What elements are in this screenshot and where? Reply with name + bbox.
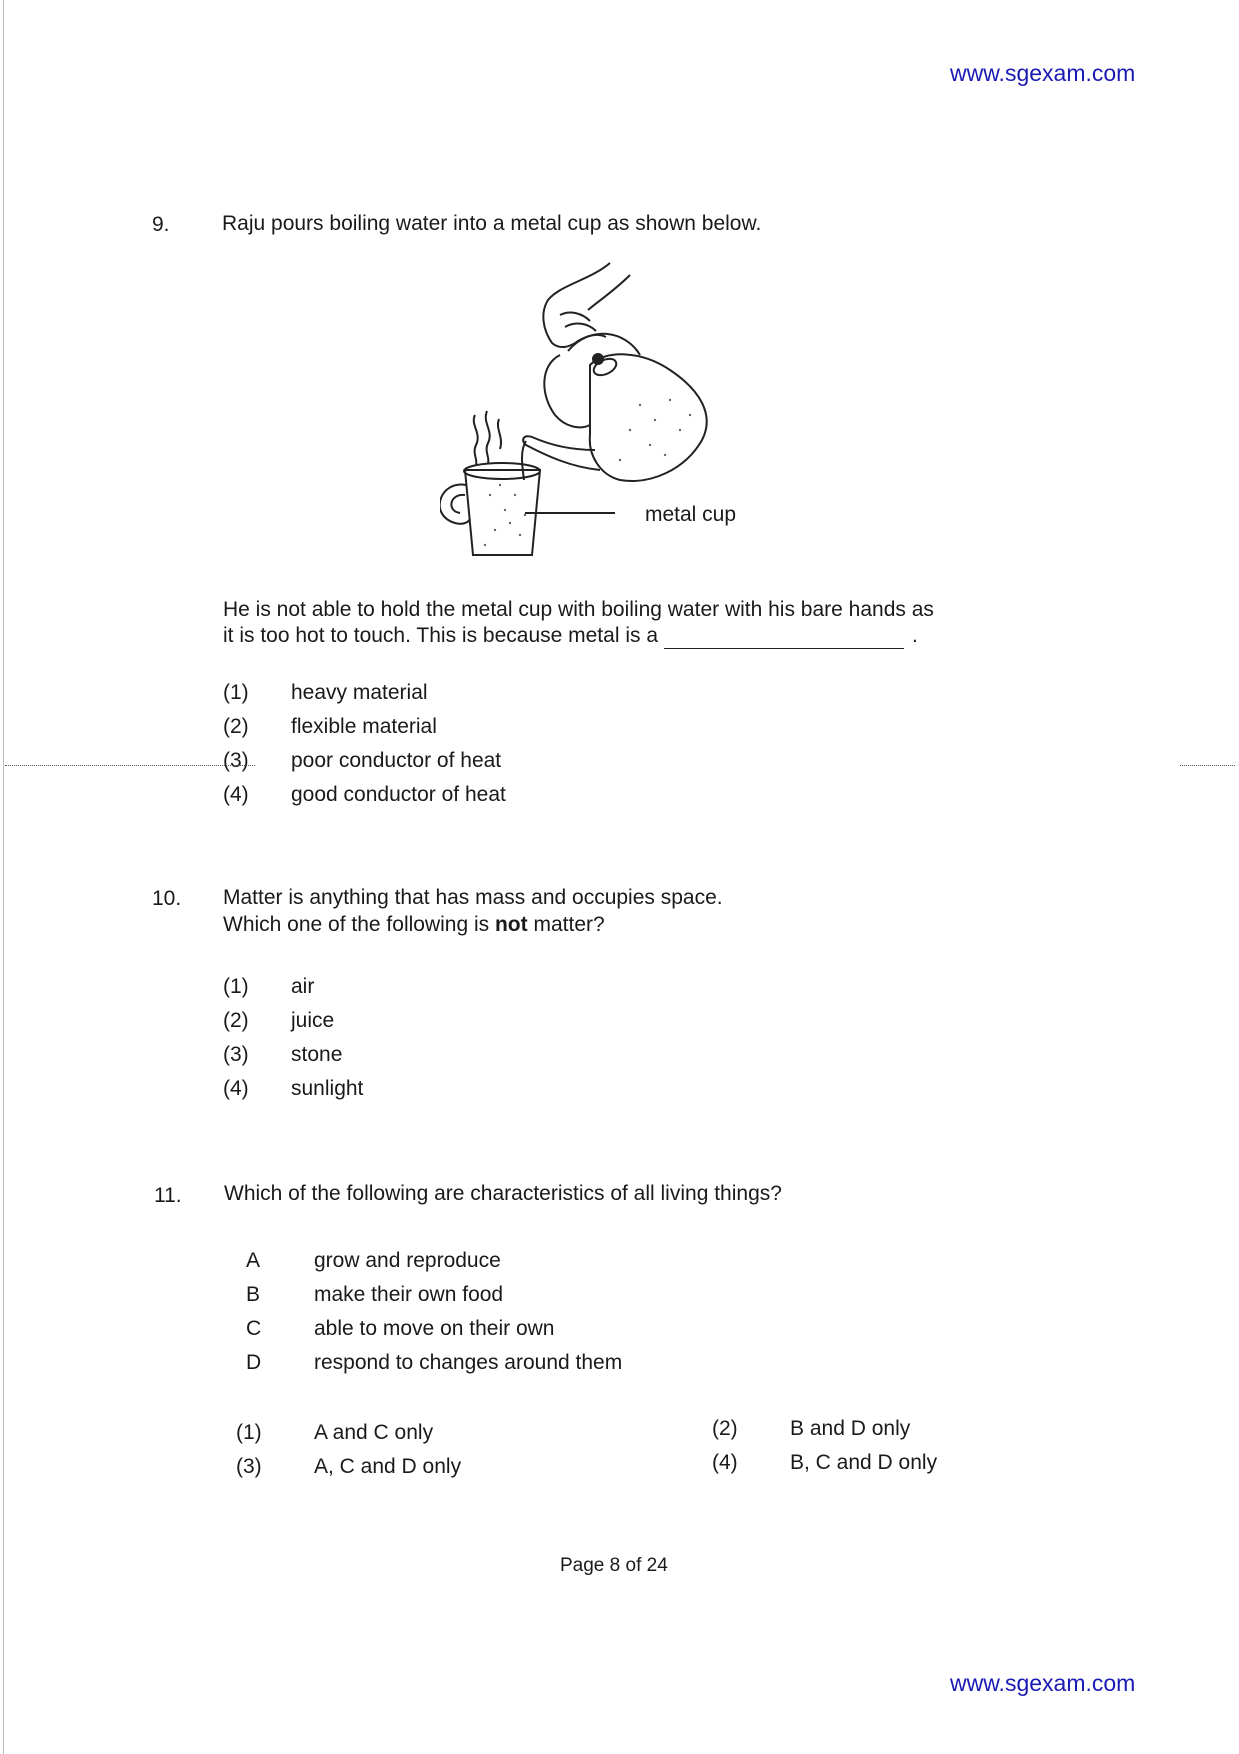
q10-options (223, 970, 363, 1106)
option-text: stone (291, 1043, 343, 1066)
statement (246, 1346, 622, 1380)
option[interactable] (223, 744, 506, 778)
q11-number: 11. (154, 1184, 182, 1207)
option-number: (4) (712, 1451, 738, 1474)
footer-site-link[interactable]: www.sgexam.com (950, 1670, 1136, 1696)
option-number: (2) (223, 1009, 249, 1032)
option-text: poor conductor of heat (291, 749, 502, 772)
option[interactable] (223, 1038, 363, 1072)
q9-options (223, 676, 506, 812)
answer-blank (664, 628, 904, 649)
option[interactable] (223, 778, 506, 812)
option-number: (4) (223, 1077, 249, 1100)
option-number: (2) (712, 1417, 738, 1440)
option-number: (2) (223, 715, 249, 738)
statement-letter: A (246, 1249, 261, 1272)
option-number: (3) (223, 1043, 249, 1066)
statement-text: able to move on their own (314, 1317, 555, 1340)
q9-number: 9. (152, 213, 170, 236)
statement (246, 1312, 622, 1346)
q10-line2-post: matter? (527, 913, 605, 936)
option[interactable] (712, 1412, 910, 1446)
statement-text: grow and reproduce (314, 1249, 501, 1272)
option-text: heavy material (291, 681, 428, 704)
option-number: (1) (223, 975, 249, 998)
header-site-link[interactable]: www.sgexam.com (950, 60, 1136, 86)
statement-letter: C (246, 1317, 262, 1340)
fold-line-left (5, 765, 255, 766)
option-text: flexible material (291, 715, 437, 738)
q11-statements (246, 1244, 622, 1380)
option-number: (1) (236, 1421, 262, 1444)
q10-line1: Matter is anything that has mass and occupies space. (223, 886, 723, 909)
option[interactable] (712, 1446, 937, 1480)
option-text: sunlight (291, 1077, 364, 1100)
q10-line2-pre: Which one of the following is (223, 913, 495, 936)
option-number: (3) (223, 749, 249, 772)
q9-statement-end: . (912, 624, 918, 647)
q9-statement-line1: He is not able to hold the metal cup with boiling water with his bare hands as (223, 598, 934, 621)
figure-label-metal-cup: metal cup (645, 503, 737, 526)
option-number: (4) (223, 783, 249, 806)
option-text: good conductor of heat (291, 783, 506, 806)
q10-line2 (223, 911, 605, 938)
statement-text: respond to changes around them (314, 1351, 623, 1374)
option[interactable] (223, 1004, 363, 1038)
q9-statement-line2 (223, 622, 918, 649)
statement-text: make their own food (314, 1283, 504, 1306)
option[interactable] (223, 1072, 363, 1106)
option-text: B and D only (790, 1417, 911, 1440)
q9-text: Raju pours boiling water into a metal cup as shown below. (222, 212, 762, 235)
option-text: juice (291, 1009, 335, 1032)
page-edge-line (3, 0, 4, 1754)
option-text: air (291, 975, 315, 998)
page-number: Page 8 of 24 (560, 1555, 668, 1576)
option[interactable] (236, 1416, 433, 1450)
option[interactable] (236, 1450, 461, 1484)
option-number: (1) (223, 681, 249, 704)
q10-line2-bold: not (494, 913, 528, 936)
option[interactable] (223, 970, 363, 1004)
statement (246, 1278, 622, 1312)
statement-letter: B (246, 1283, 261, 1306)
option-text: A, C and D only (314, 1455, 462, 1478)
option-text: B, C and D only (790, 1451, 938, 1474)
q11-text: Which of the following are characteristics of all living things? (224, 1182, 782, 1205)
q10-number: 10. (152, 887, 182, 910)
fold-line-right (1180, 765, 1235, 766)
q9-statement-line2-text: it is too hot to touch. This is because metal is a (223, 624, 659, 647)
option-text: A and C only (314, 1421, 434, 1444)
statement-letter: D (246, 1351, 262, 1374)
option[interactable] (223, 710, 506, 744)
option[interactable] (223, 676, 506, 710)
statement (246, 1244, 622, 1278)
option-number: (3) (236, 1455, 262, 1478)
